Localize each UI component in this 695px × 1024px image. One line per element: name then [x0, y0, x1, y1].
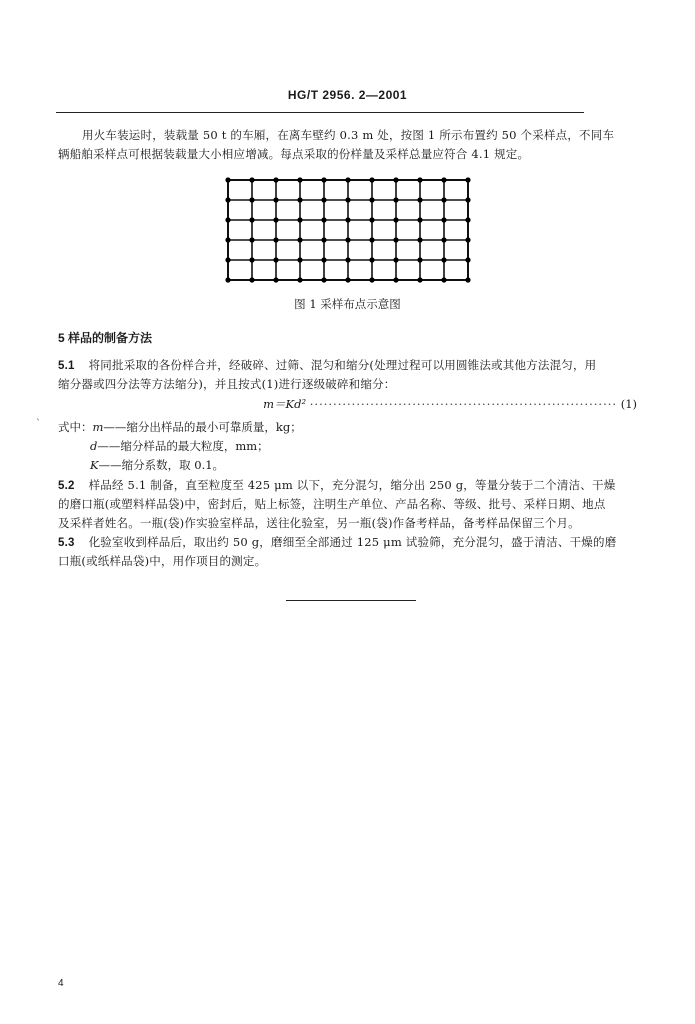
sampling-point — [369, 257, 374, 262]
sampling-point — [225, 277, 230, 282]
sampling-point — [225, 237, 230, 242]
sampling-point — [417, 257, 422, 262]
sampling-point — [321, 237, 326, 242]
sampling-point — [249, 257, 254, 262]
sampling-point — [321, 257, 326, 262]
s52-line-1-text: 样品经 5.1 制备，直至粒度至 425 μm 以下，充分混匀，缩分出 250 g，等量分装于二个清洁、干燥 — [88, 478, 616, 492]
s53-line-2: 口瓶(或纸样品袋)中，用作项目的测定。 — [58, 554, 267, 568]
sampling-grid-svg — [222, 174, 474, 286]
sampling-point — [249, 217, 254, 222]
standard-code-header: HG/T 2956. 2—2001 — [287, 88, 408, 102]
sampling-point — [369, 277, 374, 282]
sampling-point — [225, 197, 230, 202]
sampling-point — [465, 177, 470, 182]
s52-line-1 — [58, 476, 638, 496]
sampling-point — [465, 197, 470, 202]
intro-line-1: 用火车装运时，装载量 50 t 的车厢，在离车壁约 0.3 m 处，按图 1 所示布置约 50 个采样点，不同车 — [82, 128, 615, 142]
sampling-point — [369, 177, 374, 182]
var-d-line — [90, 437, 269, 456]
sampling-point — [441, 177, 446, 182]
figure-caption: 图 1 采样布点示意图 — [294, 297, 401, 311]
sampling-point — [393, 257, 398, 262]
s53-line-1-text: 化验室收到样品后，取出约 50 g，磨细至全部通过 125 μm 试验筛，充分混匀，盛于清洁、干燥的磨 — [88, 535, 617, 549]
sampling-point — [225, 177, 230, 182]
sampling-point — [369, 217, 374, 222]
sampling-point — [417, 277, 422, 282]
sampling-point — [417, 237, 422, 242]
end-rule — [286, 600, 416, 601]
sampling-point — [345, 217, 350, 222]
sampling-point — [345, 197, 350, 202]
sampling-point — [273, 177, 278, 182]
var-m-desc: ——缩分出样品的最小可靠质量，kg； — [103, 420, 302, 434]
sampling-point — [441, 277, 446, 282]
sampling-point — [417, 217, 422, 222]
sampling-point — [321, 277, 326, 282]
sampling-point — [441, 257, 446, 262]
s51-line-1-text: 将同批采取的各份样合并，经破碎、过筛、混匀和缩分(处理过程可以用圆锥法或其他方法混匀，用 — [88, 358, 597, 372]
sampling-point — [465, 237, 470, 242]
formula-1 — [263, 396, 637, 412]
where-label: 式中： — [58, 420, 93, 434]
sampling-point — [345, 177, 350, 182]
sampling-point — [393, 217, 398, 222]
sampling-point — [465, 257, 470, 262]
sampling-point — [297, 237, 302, 242]
sampling-point — [321, 217, 326, 222]
sampling-point — [249, 237, 254, 242]
s52-number: 5.2 — [58, 480, 75, 492]
sampling-point — [249, 177, 254, 182]
s53-line-1 — [58, 533, 638, 553]
page-number: 4 — [58, 978, 64, 989]
sampling-point — [297, 277, 302, 282]
sampling-point — [441, 217, 446, 222]
sampling-point — [393, 197, 398, 202]
var-k-line — [90, 456, 224, 475]
sampling-point — [225, 217, 230, 222]
sampling-point — [345, 257, 350, 262]
var-k-symbol: K — [90, 458, 99, 472]
sampling-point — [225, 257, 230, 262]
var-m-line — [58, 418, 302, 437]
sampling-point — [297, 177, 302, 182]
sampling-point — [441, 237, 446, 242]
s51-line-1 — [58, 356, 638, 376]
sampling-point — [249, 277, 254, 282]
formula-leader: ·································································· — [309, 397, 618, 411]
var-d-symbol: d — [90, 439, 98, 453]
section-5-title: 5 样品的制备方法 — [58, 331, 153, 345]
s52-line-2: 的磨口瓶(或塑料样品袋)中，密封后，贴上标签，注明生产单位、产品名称、等级、批号、采样日期、地点 — [58, 497, 606, 511]
var-d-desc: ——缩分样品的最大粒度，mm； — [97, 439, 269, 453]
sampling-point — [249, 197, 254, 202]
sampling-point — [369, 237, 374, 242]
sampling-point — [417, 177, 422, 182]
header-rule — [56, 112, 584, 113]
s52-line-3: 及采样者姓名。一瓶(袋)作实验室样品，送往化验室，另一瓶(袋)作备考样品，备考样品保留三个月。 — [58, 516, 580, 530]
sampling-point — [393, 237, 398, 242]
sampling-point — [417, 197, 422, 202]
s51-line-2: 缩分器或四分法等方法缩分)，并且按式(1)进行逐级破碎和缩分： — [58, 377, 396, 391]
sampling-point — [393, 177, 398, 182]
var-k-desc: ——缩分系数，取 0.1。 — [98, 458, 225, 472]
sampling-point — [273, 217, 278, 222]
sampling-point — [321, 177, 326, 182]
sampling-point — [273, 197, 278, 202]
sampling-point — [369, 197, 374, 202]
s53-number: 5.3 — [58, 537, 75, 549]
sampling-point — [297, 197, 302, 202]
sampling-point — [273, 237, 278, 242]
margin-mark: ` — [36, 419, 41, 430]
s51-number: 5.1 — [58, 360, 75, 372]
formula-number: (1) — [620, 397, 637, 411]
sampling-point — [273, 277, 278, 282]
sampling-point — [441, 197, 446, 202]
sampling-point — [321, 197, 326, 202]
intro-line-2: 辆船舶采样点可根据装载量大小相应增减。每点采取的份样量及采样总量应符合 4.1 规定。 — [58, 147, 530, 161]
sampling-point — [345, 237, 350, 242]
sampling-point — [297, 257, 302, 262]
sampling-point — [465, 217, 470, 222]
sampling-grid-figure — [222, 174, 474, 286]
sampling-point — [273, 257, 278, 262]
formula-expression: m＝Kd² — [263, 397, 307, 411]
sampling-point — [297, 217, 302, 222]
sampling-point — [393, 277, 398, 282]
sampling-point — [345, 277, 350, 282]
sampling-point — [465, 277, 470, 282]
var-m-symbol: m — [92, 420, 104, 434]
